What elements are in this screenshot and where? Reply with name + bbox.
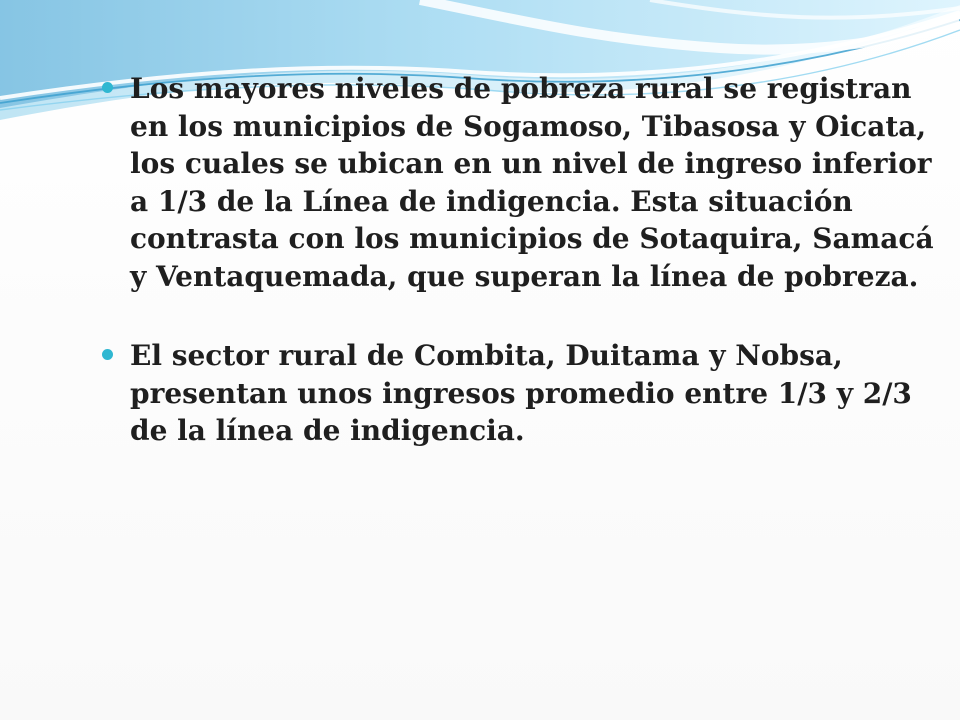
bullet-icon (102, 82, 113, 93)
bullet-text-1: Los mayores niveles de pobreza rural se registran en los municipios de Sogamoso, Tibasosa y Oicata, los cuales se ubican en un nivel de ingreso inferior a 1/3 de la Línea de indigencia. Esta situación contrasta con los municipios de Sotaquira, Samacá y Ventaquemada, que superan la línea de pobreza. (130, 72, 934, 293)
bullet-item-1 (102, 70, 952, 295)
bullet-icon (102, 349, 113, 360)
bullet-item-2 (102, 337, 952, 450)
bullet-list (102, 70, 952, 492)
bullet-text-2: El sector rural de Combita, Duitama y Nobsa, presentan unos ingresos promedio entre 1/3 y 2/3 de la línea de indigencia. (130, 339, 912, 447)
